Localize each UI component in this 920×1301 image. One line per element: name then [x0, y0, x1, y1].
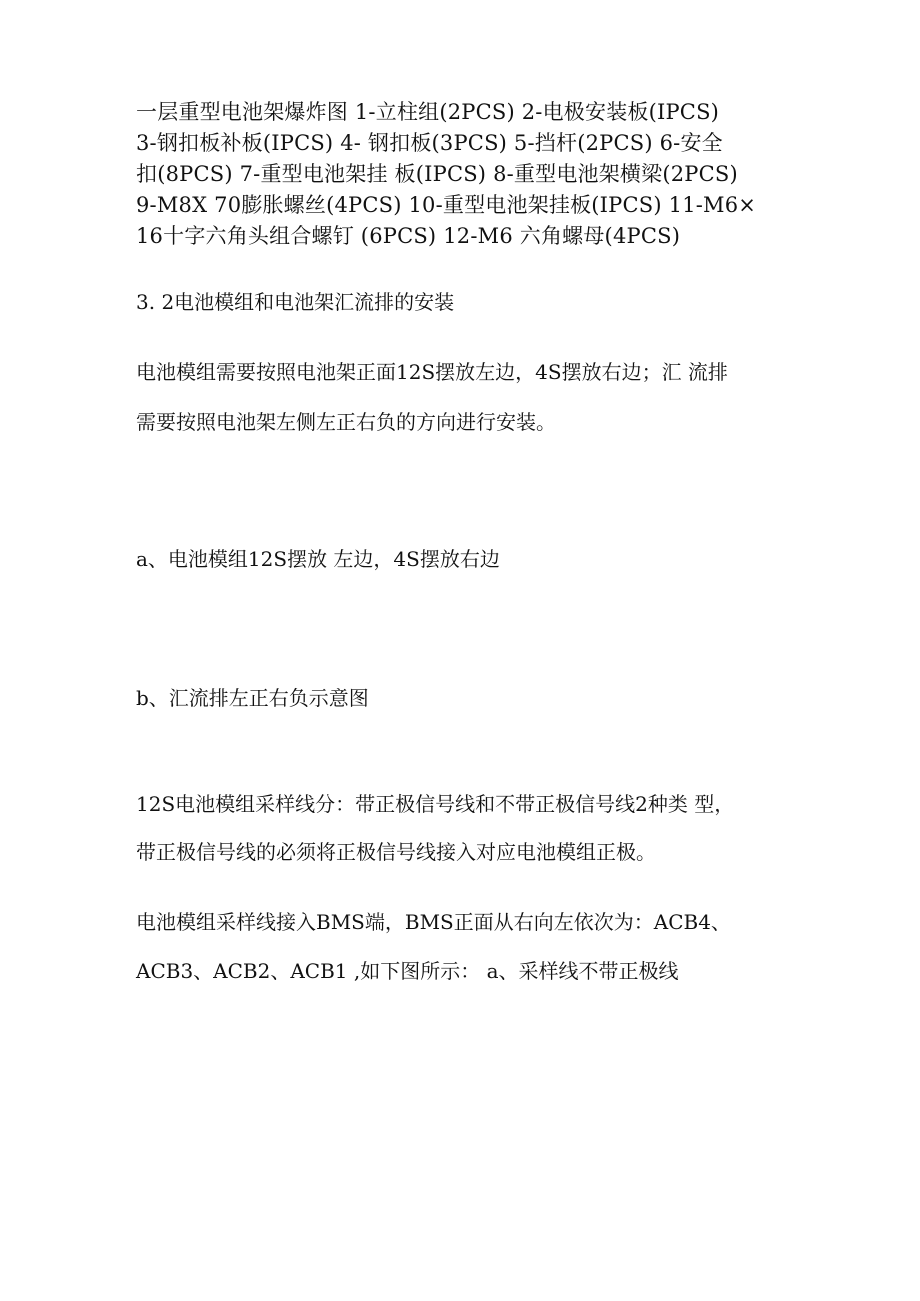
caption-a: a、电池模组12S摆放 左边，4S摆放右边 — [136, 547, 500, 571]
parts-list-line: 一层重型电池架爆炸图 1-立柱组(2PCS) 2-电极安装板(IPCS) — [136, 100, 720, 124]
parts-list-line: 扣(8PCS) 7-重型电池架挂 板(IPCS) 8-重型电池架横梁(2PCS) — [136, 162, 738, 186]
caption-b: b、汇流排左正右负示意图 — [136, 686, 369, 710]
intro-line: 电池模组需要按照电池架正面12S摆放左边，4S摆放右边；汇 流排 — [136, 360, 728, 384]
section-heading: 3. 2电池模组和电池架汇流排的安装 — [136, 290, 455, 314]
intro-line: 需要按照电池架左侧左正右负的方向进行安装。 — [136, 410, 556, 434]
parts-list-line: 3-钢扣板补板(IPCS) 4- 钢扣板(3PCS) 5-挡杆(2PCS) 6-安全 — [136, 131, 723, 155]
bms-line: ACB3、ACB2、ACB1 ,如下图所示： a、采样线不带正极线 — [136, 959, 679, 983]
bms-line: 电池模组采样线接入BMS端，BMS正面从右向左依次为：ACB4、 — [136, 910, 731, 934]
sampling-line: 带正极信号线的必须将正极信号线接入对应电池模组正极。 — [136, 840, 656, 864]
parts-list-line: 9-M8X 70膨胀螺丝(4PCS) 10-重型电池架挂板(IPCS) 11-M6× — [136, 193, 757, 217]
sampling-line: 12S电池模组采样线分：带正极信号线和不带正极信号线2种类 型， — [136, 792, 735, 816]
parts-list-line: 16十字六角头组合螺钉 (6PCS) 12-M6 六角螺母(4PCS) — [136, 224, 681, 248]
